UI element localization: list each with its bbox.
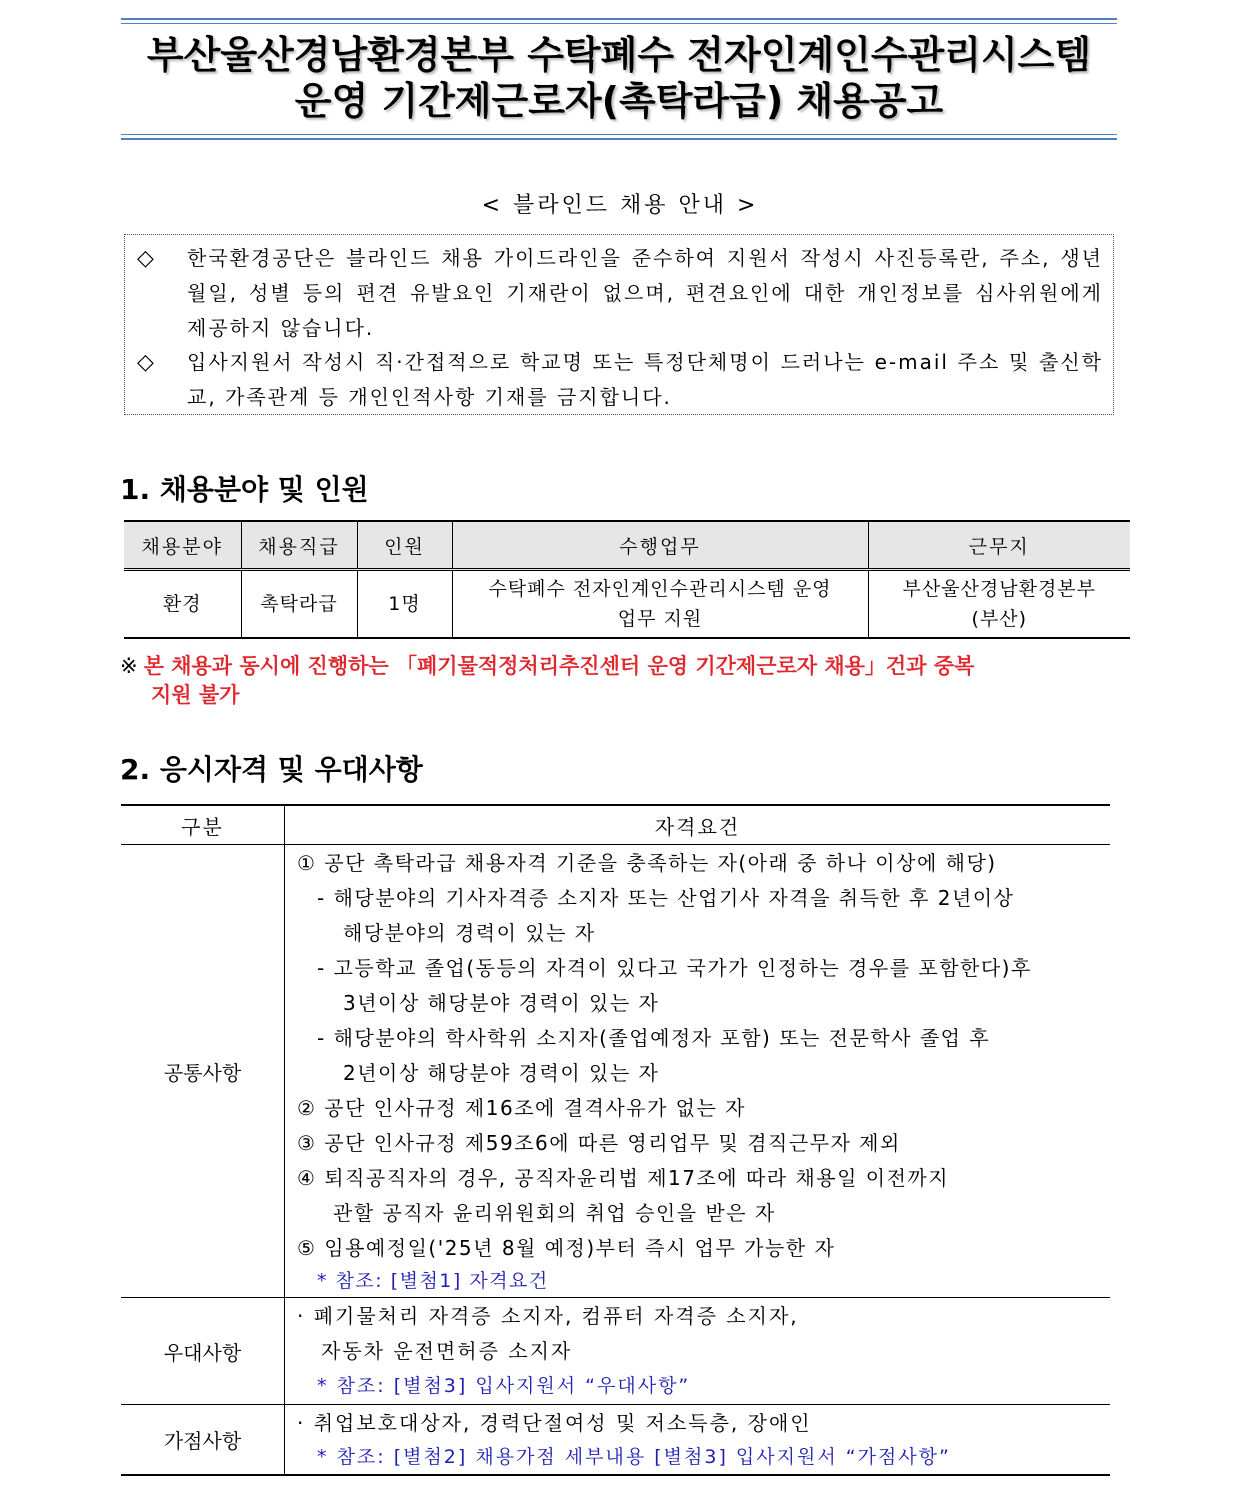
title-bottom-rule bbox=[121, 138, 1117, 140]
req-line: 3년이상 해당분야 경력이 있는 자 bbox=[343, 991, 660, 1015]
req-line: ① 공단 촉탁라급 채용자격 기준을 충족하는 자(아래 중 하나 이상에 해당) bbox=[297, 851, 997, 875]
page-title-line1: 부산울산경남환경본부 수탁폐수 전자인계인수관리시스템 bbox=[146, 33, 1092, 77]
req-line: ⑤ 임용예정일('25년 8월 예정)부터 즉시 업무 가능한 자 bbox=[297, 1236, 836, 1260]
header-count: 인원 bbox=[357, 521, 452, 570]
blind-notice-box bbox=[124, 234, 1114, 415]
label-common: 공통사항 bbox=[121, 845, 285, 1298]
req-line: · 취업보호대상자, 경력단절여성 및 저소득층, 장애인 bbox=[297, 1411, 812, 1435]
header-requirements: 자격요건 bbox=[285, 805, 1111, 845]
cell-field: 환경 bbox=[124, 570, 241, 639]
preferred-requirements bbox=[285, 1298, 1111, 1405]
label-bonus: 가점사항 bbox=[121, 1405, 285, 1476]
notice-item-2-text: 입사지원서 작성시 직·간접적으로 학교명 또는 특정단체명이 드러나는 e-mail 주소 및 출신학교, 가족관계 등 개인인적사항 기재를 금지합니다. bbox=[187, 350, 1103, 409]
cell-duty-line1: 수탁폐수 전자인계인수관리시스템 운영 bbox=[488, 578, 832, 600]
table-row bbox=[124, 570, 1130, 639]
section-1-title: 1. 채용분야 및 인원 bbox=[120, 473, 369, 506]
req-line: - 해당분야의 학사학위 소지자(졸업예정자 포함) 또는 전문학사 졸업 후 bbox=[317, 1026, 991, 1050]
section-2-title: 2. 응시자격 및 우대사항 bbox=[120, 753, 423, 786]
label-preferred: 우대사항 bbox=[121, 1298, 285, 1405]
title-top-rule-thin bbox=[121, 23, 1117, 24]
table-row-bonus bbox=[121, 1405, 1110, 1476]
title-block bbox=[121, 18, 1117, 140]
note-mark: ※ bbox=[120, 654, 138, 678]
note-line1: 본 채용과 동시에 진행하는 「폐기물적정처리추진센터 운영 기간제근로자 채용」건과 중복 bbox=[143, 654, 975, 678]
req-line: · 폐기물처리 자격증 소지자, 컴퓨터 자격증 소지자, bbox=[297, 1304, 799, 1328]
common-requirements bbox=[285, 845, 1111, 1298]
req-line: 2년이상 해당분야 경력이 있는 자 bbox=[343, 1061, 660, 1085]
cell-grade: 촉탁라급 bbox=[241, 570, 357, 639]
req-line: ③ 공단 인사규정 제59조6에 따른 영리업무 및 겸직근무자 제외 bbox=[297, 1131, 901, 1155]
header-duty: 수행업무 bbox=[452, 521, 868, 570]
cell-place-line1: 부산울산경남환경본부 bbox=[902, 578, 1097, 600]
req-line: ② 공단 인사규정 제16조에 결격사유가 없는 자 bbox=[297, 1096, 746, 1120]
table-header-row bbox=[121, 805, 1110, 845]
reference-note: * 참조: [별첨2] 채용가점 세부내용 [별첨3] 입사지원서 “가점사항” bbox=[317, 1446, 951, 1468]
req-line: - 고등학교 졸업(동등의 자격이 있다고 국가가 인정하는 경우를 포함한다)후 bbox=[317, 956, 1032, 980]
req-line: 자동차 운전면허증 소지자 bbox=[321, 1339, 573, 1363]
req-line: 해당분야의 경력이 있는 자 bbox=[343, 921, 596, 945]
req-line: ④ 퇴직공직자의 경우, 공직자윤리법 제17조에 따라 채용일 이전까지 bbox=[297, 1166, 950, 1190]
bonus-requirements bbox=[285, 1405, 1111, 1476]
table-row-preferred bbox=[121, 1298, 1110, 1405]
cell-place-line2: (부산) bbox=[971, 608, 1028, 630]
page-title-line2: 운영 기간제근로자(촉탁라급) 채용공고 bbox=[294, 79, 944, 123]
reference-note: * 참조: [별첨1] 자격요건 bbox=[317, 1270, 549, 1292]
recruitment-table bbox=[124, 520, 1130, 639]
cell-count: 1명 bbox=[357, 570, 452, 639]
note-line2: 지원 불가 bbox=[151, 683, 240, 707]
header-category: 구분 bbox=[121, 805, 285, 845]
header-field: 채용분야 bbox=[124, 521, 241, 570]
req-line: - 해당분야의 기사자격증 소지자 또는 산업기사 자격을 취득한 후 2년이상 bbox=[317, 886, 1015, 910]
table-row-common bbox=[121, 845, 1110, 1298]
diamond-bullet-icon: ◇ bbox=[137, 350, 154, 375]
notice-item-1-text: 한국환경공단은 블라인드 채용 가이드라인을 준수하여 지원서 작성시 사진등록란, 주소, 생년월일, 성별 등의 편견 유발요인 기재란이 없으며, 편견요인에 대한 개인정보를 심사위원에게 제공하지 않습니다. bbox=[187, 246, 1103, 340]
cell-duty-line2: 업무 지원 bbox=[617, 608, 703, 630]
cell-place bbox=[868, 570, 1130, 639]
duplicate-application-note bbox=[120, 652, 1120, 710]
blind-hiring-heading: < 블라인드 채용 안내 > bbox=[481, 193, 759, 218]
diamond-bullet-icon: ◇ bbox=[137, 246, 154, 271]
header-grade: 채용직급 bbox=[241, 521, 357, 570]
title-bottom-rule-thin bbox=[121, 134, 1117, 135]
reference-note: * 참조: [별첨3] 입사지원서 “우대사항” bbox=[317, 1375, 691, 1397]
cell-duty bbox=[452, 570, 868, 639]
title-top-rule bbox=[121, 18, 1117, 20]
header-place: 근무지 bbox=[868, 521, 1130, 570]
qualification-table bbox=[121, 804, 1110, 1476]
table-header-row bbox=[124, 521, 1130, 570]
page-title bbox=[121, 32, 1117, 124]
req-line: 관할 공직자 윤리위원회의 취업 승인을 받은 자 bbox=[333, 1201, 776, 1225]
